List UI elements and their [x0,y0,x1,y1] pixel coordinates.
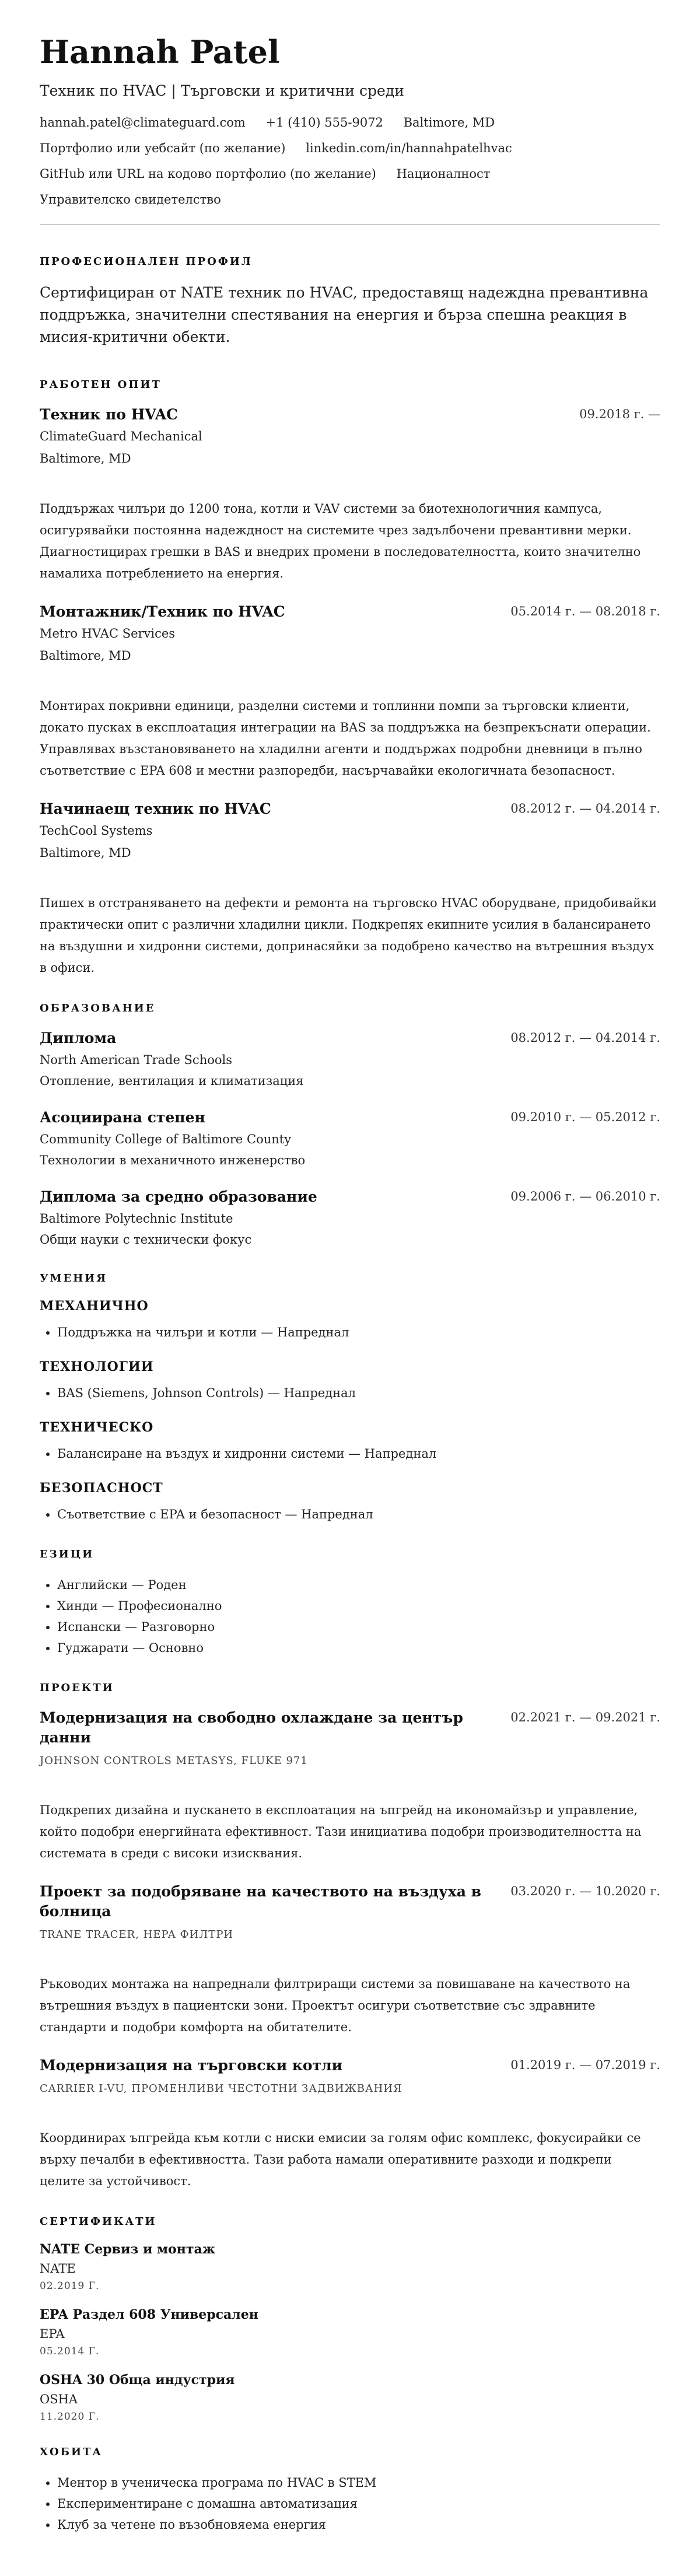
certifications-section [40,2216,660,2423]
job-dates: 05.2014 г. — 08.2018 г. [510,604,660,619]
skill-list [40,1382,660,1404]
contact-email[interactable]: hannah.patel@climateguard.com [40,116,246,130]
contact-linkedin[interactable]: linkedin.com/in/hannahpatelhvac [306,141,512,156]
skill-item: • Балансиране на въздух и хидронни системи — Напреднал [57,1443,660,1464]
education-field: Отопление, вентилация и климатизация [40,1074,304,1088]
project-description: Подкрепих дизайна и пускането в експлоатация на ъпгрейд на икономайзър и управление, който подобри енергийната ефективност. Тази инициатива подобри производителността на системата в среди с високи изисквания. [40,1803,642,1861]
skill-category: ТЕХНОЛОГИИ [40,1359,154,1375]
education-entry [40,1108,660,1170]
project-dates: 02.2021 г. — 09.2021 г. [510,1710,660,1725]
job-title: Начинаещ техник по HVAC [40,800,271,818]
skill-category: ТЕХНИЧЕСКО [40,1420,154,1436]
experience-entry [40,602,660,782]
contact-row-1 [40,116,660,130]
school-name: North American Trade Schools [40,1053,233,1068]
contact-row-2 [40,141,660,155]
hobby-list [40,2472,660,2535]
certification-name: OSHA 30 Обща индустрия [40,2372,235,2388]
contact-phone[interactable]: +1 (410) 555-9072 [265,116,383,130]
certification-name: EPA Раздел 608 Универсален [40,2307,258,2323]
education-entry [40,1028,660,1090]
profile-heading: ПРОФЕСИОНАЛЕН ПРОФИЛ [40,256,253,268]
experience-heading: РАБОТЕН ОПИТ [40,379,162,391]
skill-category: МЕХАНИЧНО [40,1298,149,1314]
language-item: • Хинди — Професионално [57,1595,660,1616]
contact-github[interactable]: GitHub или URL на кодово портфолио (по желание) [40,167,376,181]
project-title: Модернизация на търговски котли [40,2057,343,2074]
school-name: Baltimore Polytechnic Institute [40,1212,233,1226]
project-entry [40,1882,660,2038]
certification-date: 02.2019 Г. [40,2280,100,2292]
project-dates: 01.2019 г. — 07.2019 г. [510,2058,660,2073]
languages-heading: ЕЗИЦИ [40,1548,94,1561]
project-entry [40,1708,660,1864]
job-description: Поддържах чилъри до 1200 тона, котли и VAV системи за биотехнологичния кампуса, осигурявайки постоянна надеждност на системите чрез задълбочени превантивни мерки. Диагностицирах грешки в BAS и внедрих промени в последователността, които значително намалиха потреблението на енергия. [40,502,641,581]
education-dates: 09.2010 г. — 05.2012 г. [510,1110,660,1125]
project-description: Координирах ъпгрейда към котли с ниски емисии за голям офис комплекс, фокусирайки се върху печалби в ефективността. Тази работа намали оперативните разходи и подкрепи целите за устойчивост. [40,2131,641,2189]
project-title: Проект за подобряване на качеството на въздуха в болница [40,1883,482,1920]
degree-title: Асоциирана степен [40,1109,205,1126]
job-dates: 08.2012 г. — 04.2014 г. [510,802,660,816]
project-entry [40,2056,660,2192]
profile-text: Сертифициран от NATE техник по HVAC, предоставящ надеждна превантивна поддръжка, значителни спестявания на енергия и бърза спешна реакция в мисия-критични обекти. [40,284,649,346]
hobby-item: • Експериментиране с домашна автоматизация [57,2493,660,2514]
certification-issuer: EPA [40,2327,65,2342]
school-name: Community College of Baltimore County [40,1132,292,1147]
language-item: • Английски — Роден [57,1574,660,1595]
contact-row-3 [40,167,660,181]
skill-list [40,1443,660,1464]
certification-date: 11.2020 Г. [40,2411,100,2423]
job-description: Пишех в отстраняването на дефекти и ремонта на търговско HVAC оборудване, придобивайки практически опит с различни хладилни цикли. Подкрепях екипните усилия в балансирането на въздушни и хидронни системи, допринасяйки за подобрено качество на вътрешния въздух в офиси. [40,896,657,975]
job-company: ClimateGuard Mechanical [40,429,202,444]
skill-item: • BAS (Siemens, Johnson Controls) — Напреднал [57,1382,660,1404]
experience-entry [40,799,660,979]
job-location: Baltimore, MD [40,452,131,466]
candidate-name: Hannah Patel [40,33,280,71]
skill-list [40,1504,660,1525]
hobby-item: • Клуб за четене по възобновяема енергия [57,2514,660,2535]
job-company: TechCool Systems [40,824,153,838]
language-list [40,1574,660,1658]
hobbies-section [40,2446,660,2535]
job-location: Baltimore, MD [40,846,131,860]
degree-title: Диплома за средно образование [40,1188,317,1206]
certifications-heading: СЕРТИФИКАТИ [40,2216,157,2228]
education-entry [40,1187,660,1249]
contact-row-4 [40,192,660,206]
certification-entry [40,2242,660,2292]
job-title: Монтажник/Техник по HVAC [40,603,285,621]
degree-title: Диплома [40,1030,117,1047]
project-tech: TRANE TRACER, HEPA ФИЛТРИ [40,1929,234,1941]
skill-item: • Поддръжка на чилъри и котли — Напреднал [57,1322,660,1343]
projects-section [40,1682,660,2192]
language-item: • Испански — Разговорно [57,1616,660,1637]
contact-nationality: Националност [396,167,491,181]
contact-location: Baltimore, MD [403,116,495,130]
skill-list [40,1322,660,1343]
job-location: Baltimore, MD [40,649,131,663]
projects-heading: ПРОЕКТИ [40,1682,114,1695]
experience-entry [40,405,660,584]
job-title: Техник по HVAC [40,406,178,424]
project-tech: JOHNSON CONTROLS METASYS, FLUKE 971 [40,1755,308,1768]
skill-category: БЕЗОПАСНОСТ [40,1480,163,1496]
certification-name: NATE Сервиз и монтаж [40,2242,215,2258]
hobbies-heading: ХОБИТА [40,2446,103,2459]
languages-section [40,1548,660,1658]
experience-section [40,379,660,979]
header-divider [40,224,660,225]
profile-section [40,256,660,348]
certification-date: 05.2014 Г. [40,2346,100,2358]
certification-entry [40,2372,660,2423]
education-dates: 09.2006 г. — 06.2010 г. [510,1189,660,1204]
project-tech: CARRIER I-VU, ПРОМЕНЛИВИ ЧЕСТОТНИ ЗАДВИЖВАНИЯ [40,2082,402,2095]
certification-entry [40,2307,660,2357]
resume-header [40,35,660,206]
skills-section [40,1272,660,1525]
hobby-item: • Ментор в ученическа програма по HVAC в STEM [57,2472,660,2493]
contact-portfolio[interactable]: Портфолио или уебсайт (по желание) [40,141,286,156]
skills-heading: УМЕНИЯ [40,1272,108,1285]
project-dates: 03.2020 г. — 10.2020 г. [510,1884,660,1899]
job-description: Монтирах покривни единици, разделни системи и топлинни помпи за търговски клиенти, докато пусках в експлоатация интеграции на BAS за поддръжка на безпрекъснати операции. Управлявах възстановяването на хладилни агенти и поддържах подробни дневници в пълно съответствие с EPA 608 и местни разпоредби, насърчавайки екологичната безопасност. [40,699,651,778]
certification-issuer: OSHA [40,2392,78,2407]
education-section [40,1002,660,1249]
education-dates: 08.2012 г. — 04.2014 г. [510,1031,660,1045]
certification-issuer: NATE [40,2262,76,2276]
skill-item: • Съответствие с EPA и безопасност — Напреднал [57,1504,660,1525]
education-heading: ОБРАЗОВАНИЕ [40,1002,156,1015]
project-title: Модернизация на свободно охлаждане за център данни [40,1709,463,1746]
education-field: Общи науки с технически фокус [40,1233,252,1247]
candidate-title: Техник по HVAC | Търговски и критични среди [40,82,404,100]
job-dates: 09.2018 г. — [579,407,660,422]
project-description: Ръководих монтажа на напреднали филтриращи системи за повишаване на качеството на вътрешния въздух в пациентски зони. Проектът осигури съответствие със здравните стандарти и подобри комфорта на обитателите. [40,1977,631,2035]
language-item: • Гуджарати — Основно [57,1637,660,1658]
job-company: Metro HVAC Services [40,626,176,641]
education-field: Технологии в механичното инженерство [40,1153,306,1168]
contact-certificate: Управителско свидетелство [40,192,221,207]
